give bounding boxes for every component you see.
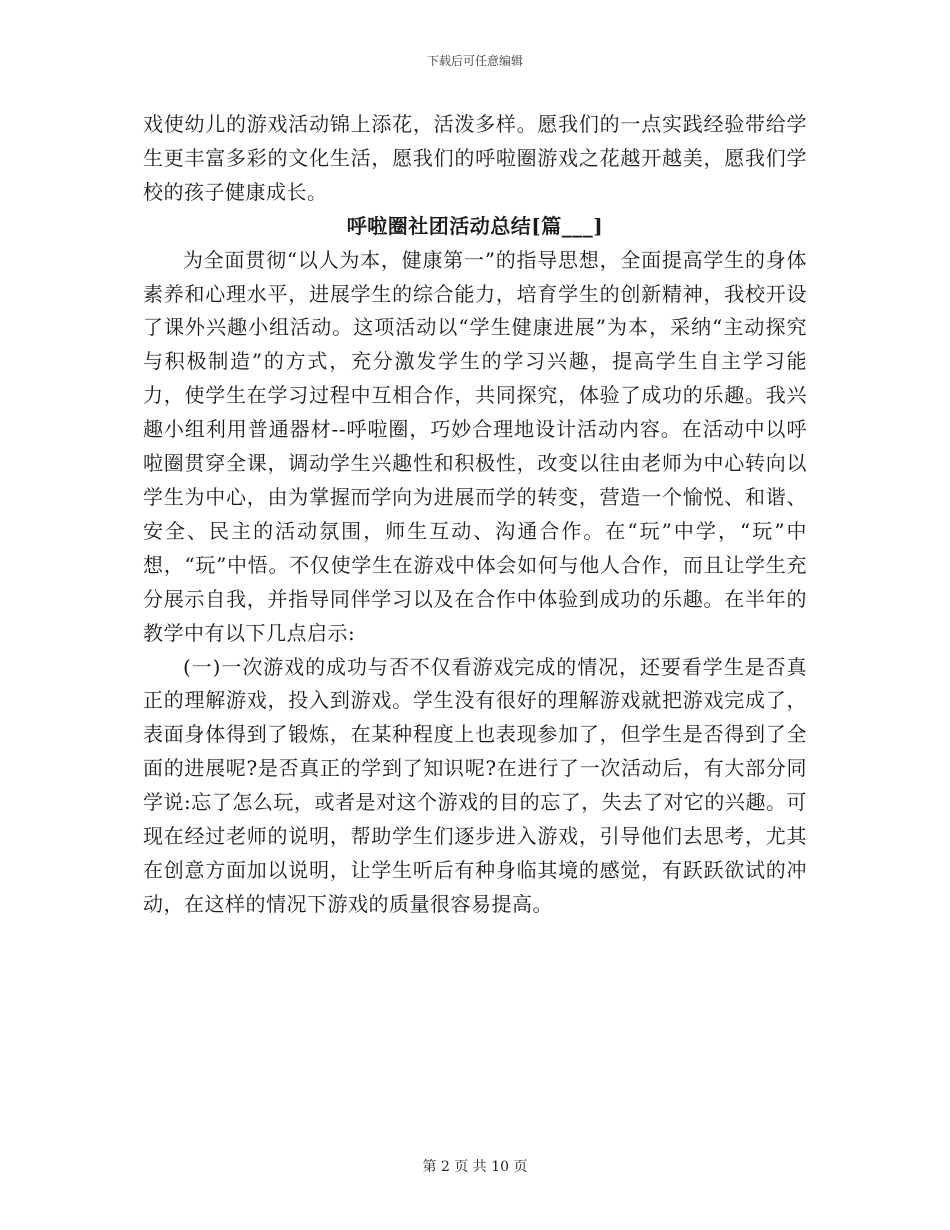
page-footer: 第 2 页 共 10 页 bbox=[422, 1159, 528, 1175]
paragraph-1: 为全面贯彻“以人为本，健康第一”的指导思想，全面提高学生的身体素养和心理水平，进展学生的综合能力，培育学生的创新精神，我校开设了课外兴趣小组活动。这项活动以“学生健康进展”为本，采纳“主动探究与积极制造”的方式，充分激发学生的学习兴趣，提高学生自主学习能力，使学生在学习过程中互相合作，共同探究，体验了成功的乐趣。我兴趣小组利用普通器材--呼啦圈，巧妙合理地设计活动内容。在活动中以呼啦圈贯穿全课，调动学生兴趣性和积极性，改变以往由老师为中心转向以学生为中心，由为掌握而学向为进展而学的转变，营造一个愉悦、和谐、安全、民主的活动氛围，师生互动、沟通合作。在“玩”中学，“玩”中想，“玩”中悟。不仅使学生在游戏中体会如何与他人合作，而且让学生充分展示自我，并指导同伴学习以及在合作中体验到成功的乐趣。在半年的教学中有以下几点启示: bbox=[143, 247, 807, 645]
document-body bbox=[143, 108, 807, 922]
section-title: 呼啦圈社团活动总结[篇___] bbox=[346, 213, 604, 238]
page-header: 下载后可任意编辑 bbox=[426, 54, 523, 68]
paragraph-2: (一)一次游戏的成功与否不仅看游戏完成的情况，还要看学生是否真正的理解游戏，投入到游戏。学生没有很好的理解游戏就把游戏完成了，表面身体得到了锻炼，在某种程度上也表现参加了，但学生是否得到了全面的进展呢?是否真正的学到了知识呢?在进行了一次活动后，有大部分同学说:忘了怎么玩，或者是对这个游戏的目的忘了，失去了对它的兴趣。可现在经过老师的说明，帮助学生们逐步进入游戏，引导他们去思考，尤其在创意方面加以说明，让学生听后有种身临其境的感觉，有跃跃欲试的冲动，在这样的情况下游戏的质量很容易提高。 bbox=[143, 654, 807, 916]
intro-paragraph: 戏使幼儿的游戏活动锦上添花，活泼多样。愿我们的一点实践经验带给学生更丰富多彩的文化生活，愿我们的呼啦圈游戏之花越开越美，愿我们学校的孩子健康成长。 bbox=[143, 112, 807, 204]
